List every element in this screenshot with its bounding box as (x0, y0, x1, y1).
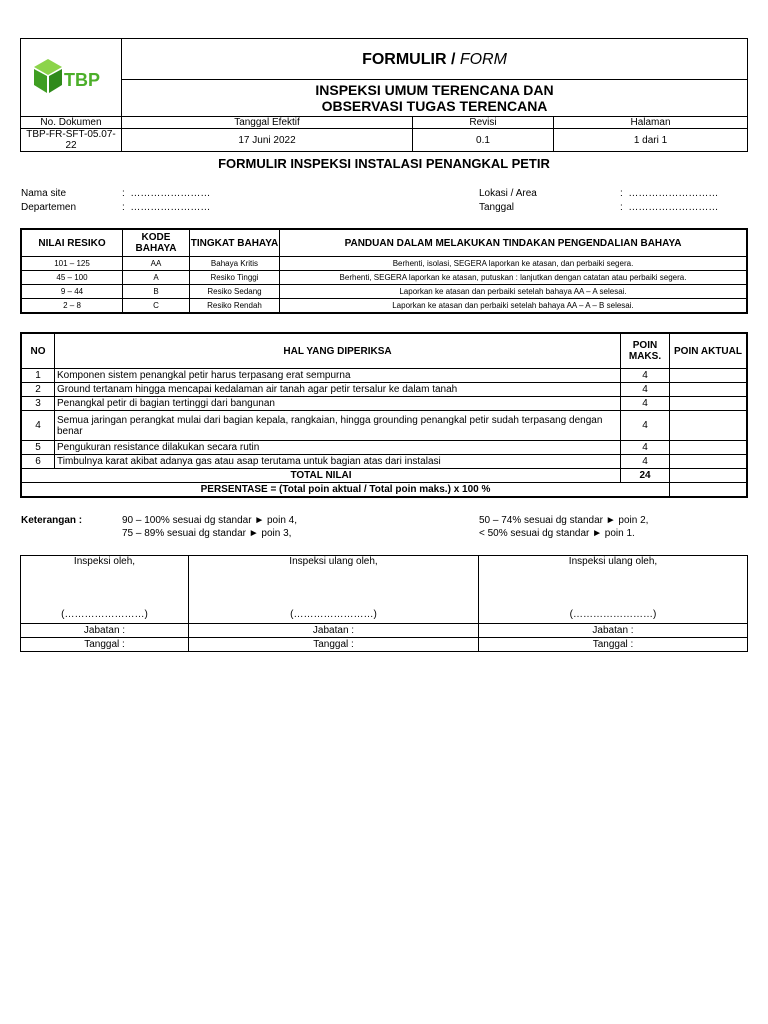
item-description: Pengukuran resistance dilakukan secara rutin (55, 441, 621, 455)
signature-line: (……………………) (61, 609, 148, 620)
percentage-label: PERSENTASE = (Total poin aktual / Total poin maks.) x 100 % (21, 483, 670, 498)
table-row (21, 411, 747, 441)
tanggal-label: Tanggal (479, 202, 515, 213)
risk-cell: 9 – 44 (21, 285, 123, 299)
item-number: 1 (21, 369, 55, 383)
item-max-points: 4 (621, 383, 670, 397)
signature-table (20, 555, 748, 652)
signature-box-reinspector-1[interactable] (189, 556, 479, 624)
page-value: 1 dari 1 (554, 129, 748, 152)
logo-cell (21, 39, 122, 117)
table-row (21, 441, 747, 455)
percentage-value[interactable] (670, 483, 748, 498)
item-max-points: 4 (621, 455, 670, 469)
table-row (21, 271, 747, 285)
risk-header-nilai: NILAI RESIKO (21, 229, 123, 257)
risk-cell: 45 – 100 (21, 271, 123, 285)
signature-line: (……………………) (290, 609, 377, 620)
risk-cell: AA (123, 257, 190, 271)
check-header-hal: HAL YANG DIPERIKSA (55, 333, 621, 369)
risk-cell: Berhenti, SEGERA laporkan ke atasan, putuskan : lanjutkan dengan catatan atau perbaiki segera. (280, 271, 748, 285)
risk-cell: C (123, 299, 190, 314)
total-label: TOTAL NILAI (21, 469, 621, 483)
item-description: Komponen sistem penangkal petir harus terpasang erat sempurna (55, 369, 621, 383)
signature-date-field[interactable]: Tanggal : (189, 638, 479, 652)
risk-cell: Resiko Sedang (190, 285, 280, 299)
item-number: 4 (21, 411, 55, 441)
signature-title: Inspeksi ulang oleh, (289, 556, 378, 567)
check-header-poin-maks: POIN MAKS. (621, 333, 670, 369)
item-max-points: 4 (621, 411, 670, 441)
risk-header-kode: KODE BAHAYA (123, 229, 190, 257)
doc-number-value: TBP-FR-SFT-05.07-22 (21, 129, 122, 152)
risk-cell: 101 – 125 (21, 257, 123, 271)
risk-cell: Resiko Tinggi (190, 271, 280, 285)
table-row (21, 257, 747, 271)
form-title: FORMULIR / FORM (122, 39, 748, 80)
total-value: 24 (621, 469, 670, 483)
item-max-points: 4 (621, 369, 670, 383)
keterangan-item: 75 – 89% sesuai dg standar ► poin 3, (122, 528, 292, 539)
effective-date-value: 17 Juni 2022 (122, 129, 413, 152)
item-actual-points[interactable] (670, 455, 748, 469)
risk-table (20, 228, 748, 314)
effective-date-label: Tanggal Efektif (122, 117, 413, 129)
logo-text: TBP (64, 70, 100, 90)
document-title: FORMULIR INSPEKSI INSTALASI PENANGKAL PETIR (218, 156, 550, 171)
item-actual-points[interactable] (670, 441, 748, 455)
risk-cell: 2 – 8 (21, 299, 123, 314)
inspection-table (20, 332, 748, 498)
signature-box-reinspector-2[interactable] (479, 556, 748, 624)
table-row (21, 455, 747, 469)
item-actual-points[interactable] (670, 397, 748, 411)
item-description: Penangkal petir di bagian tertinggi dari bangunan (55, 397, 621, 411)
signature-date-field[interactable]: Tanggal : (479, 638, 748, 652)
signature-line: (……………………) (569, 609, 657, 620)
revision-value: 0.1 (413, 129, 554, 152)
document-header (20, 38, 748, 152)
risk-cell: A (123, 271, 190, 285)
signature-title: Inspeksi ulang oleh, (568, 556, 658, 567)
keterangan-item: 90 – 100% sesuai dg standar ► poin 4, (122, 515, 298, 526)
table-row (21, 285, 747, 299)
signature-title: Inspeksi oleh, (73, 556, 136, 567)
item-number: 3 (21, 397, 55, 411)
item-number: 6 (21, 455, 55, 469)
risk-header-panduan: PANDUAN DALAM MELAKUKAN TINDAKAN PENGENDALIAN BAHAYA (280, 229, 748, 257)
item-number: 2 (21, 383, 55, 397)
table-row (21, 299, 747, 314)
item-description: Ground tertanam hingga mencapai kedalaman air tanah agar petir tersalur ke dalam tanah (55, 383, 621, 397)
risk-cell: Bahaya Kritis (190, 257, 280, 271)
total-row (21, 469, 747, 483)
table-row (21, 383, 747, 397)
risk-cell: B (123, 285, 190, 299)
risk-cell: Berhenti, isolasi, SEGERA laporkan ke atasan, dan perbaiki segera. (280, 257, 748, 271)
jabatan-field[interactable]: Jabatan : (189, 624, 479, 638)
page-label: Halaman (554, 117, 748, 129)
total-actual[interactable] (670, 469, 748, 483)
nama-site-field[interactable]: : …………………… (122, 188, 211, 199)
jabatan-field[interactable]: Jabatan : (479, 624, 748, 638)
item-description: Timbulnya karat akibat adanya gas atau asap terutama untuk bagian atas dari instalasi (55, 455, 621, 469)
item-max-points: 4 (621, 441, 670, 455)
item-description: Semua jaringan perangkat mulai dari bagian kepala, rangkaian, hingga grounding penangkal petir sudah terpasang dengan benar (55, 411, 621, 441)
jabatan-field[interactable]: Jabatan : (21, 624, 189, 638)
signature-box-inspector[interactable] (21, 556, 189, 624)
item-actual-points[interactable] (670, 383, 748, 397)
departemen-field[interactable]: : …………………… (122, 202, 211, 213)
item-number: 5 (21, 441, 55, 455)
keterangan-label: Keterangan : (21, 515, 83, 526)
item-actual-points[interactable] (670, 369, 748, 383)
nama-site-label: Nama site (21, 188, 67, 199)
percentage-row (21, 483, 747, 498)
risk-cell: Resiko Rendah (190, 299, 280, 314)
lokasi-field[interactable]: : ……………………… (620, 188, 719, 199)
risk-cell: Laporkan ke atasan dan perbaiki setelah bahaya AA – A – B selesai. (280, 299, 748, 314)
signature-date-field[interactable]: Tanggal : (21, 638, 189, 652)
tbp-logo-icon (26, 51, 116, 101)
item-actual-points[interactable] (670, 411, 748, 441)
item-max-points: 4 (621, 397, 670, 411)
risk-header-tingkat: TINGKAT BAHAYA (190, 229, 280, 257)
keterangan-item: < 50% sesuai dg standar ► poin 1. (479, 528, 635, 539)
departemen-label: Departemen (21, 202, 77, 213)
tanggal-field[interactable]: : ……………………… (620, 202, 719, 213)
revision-label: Revisi (413, 117, 554, 129)
table-row (21, 397, 747, 411)
check-header-poin-aktual: POIN AKTUAL (670, 333, 748, 369)
risk-cell: Laporkan ke atasan dan perbaiki setelah bahaya AA – A selesai. (280, 285, 748, 299)
lokasi-label: Lokasi / Area (479, 188, 537, 199)
form-subtitle: INSPEKSI UMUM TERENCANA DAN OBSERVASI TUGAS TERENCANA (122, 80, 748, 117)
keterangan-item: 50 – 74% sesuai dg standar ► poin 2, (479, 515, 649, 526)
table-row (21, 369, 747, 383)
doc-number-label: No. Dokumen (21, 117, 122, 129)
check-header-no: NO (21, 333, 55, 369)
